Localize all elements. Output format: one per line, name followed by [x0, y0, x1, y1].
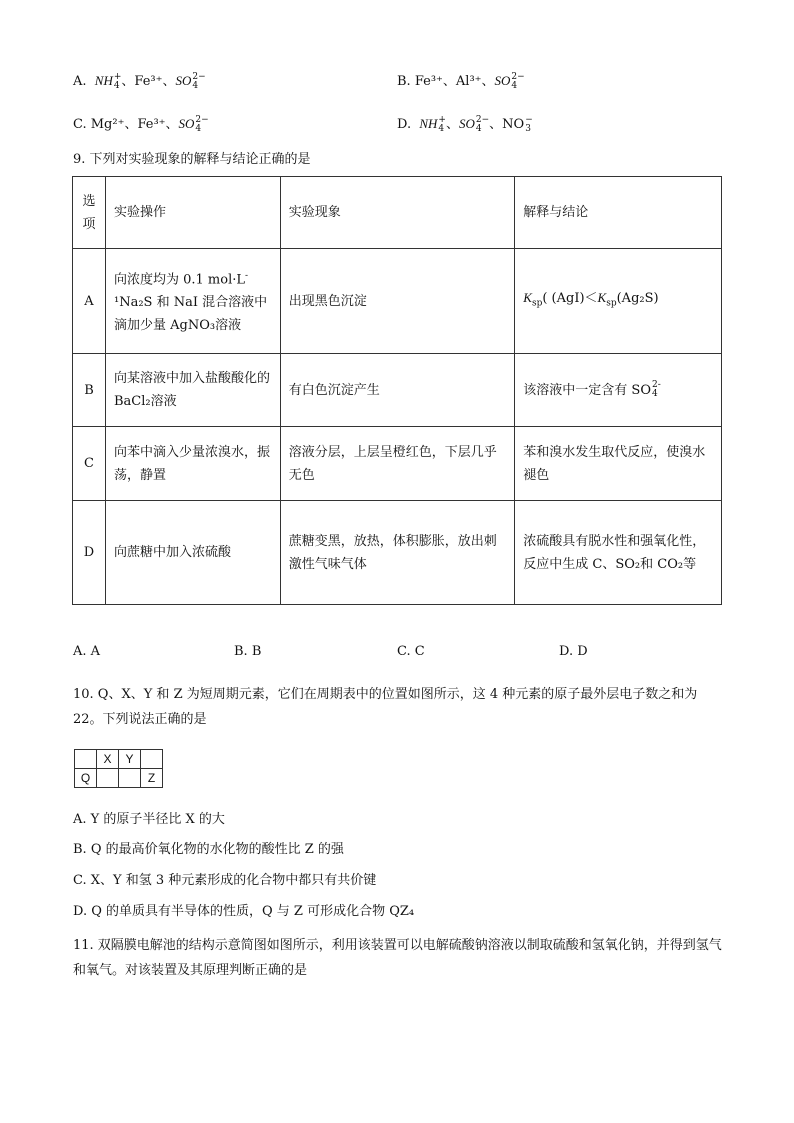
ion-charge: 2− — [192, 71, 206, 82]
q9-answer-b: B. B — [234, 644, 262, 659]
ion-charge: + — [438, 114, 446, 125]
ion-base: SO — [178, 116, 195, 131]
q10-stem: 10. Q、X、Y 和 Z 为短周期元素，它们在周期表中的位置如图所示，这 4 种元素的原子最外层电子数之和为 22。下列说法正确的是 — [73, 687, 698, 727]
q10-option-c: C. X、Y 和氢 3 种元素形成的化合物中都只有共价键 — [73, 873, 377, 888]
header-option: 选项 — [73, 177, 106, 249]
ion-charge: + — [113, 71, 122, 82]
row-option: B — [73, 354, 106, 427]
superscript: - — [245, 270, 249, 281]
table-row — [73, 427, 722, 501]
header-conclusion: 解释与结论 — [515, 177, 722, 249]
ion-scripts — [438, 116, 446, 134]
row-operation: 向苯中滴入少量浓溴水，振荡，静置 — [105, 427, 280, 501]
option-label: C. Mg²⁺、Fe³⁺、 — [73, 117, 179, 132]
row-operation: 向某溶液中加入盐酸酸化的 BaCl₂溶液 — [105, 354, 280, 427]
q8-option-b — [397, 71, 525, 92]
ion-base: NO — [502, 117, 525, 132]
ion-base: NH — [419, 116, 438, 131]
ion-base: SO — [458, 116, 475, 131]
operation-text: 向浓度均为 0.1 mol·L — [113, 272, 246, 288]
operation-text: ¹Na₂S 和 NaI 混合溶液中滴加少量 AgNO₃溶液 — [113, 295, 268, 334]
row-operation — [105, 249, 280, 354]
q11-stem: 11. 双隔膜电解池的结构示意简图如图所示，利用该装置可以电解硫酸钠溶液以制取硫酸和氢氧化钠，并得到氢气和氧气。对该装置及其原理判断正确的是 — [73, 938, 722, 978]
q9-answer-d: D. D — [559, 644, 588, 659]
row-conclusion — [515, 249, 722, 354]
ion-charge: 2− — [475, 114, 490, 125]
q9-answer-c: C. C — [397, 644, 425, 659]
option-label: D. — [397, 117, 412, 132]
q10-option-d: D. Q 的单质具有半导体的性质，Q 与 Z 可形成化合物 QZ₄ — [73, 904, 415, 919]
k-symbol: K — [523, 290, 532, 306]
ion-scripts — [511, 73, 524, 91]
conclusion-text: (Ag₂S) — [616, 291, 659, 307]
row-option: D — [73, 501, 106, 605]
row-conclusion: 苯和溴水发生取代反应，使溴水褪色 — [515, 427, 722, 501]
ion-base: SO — [494, 73, 511, 88]
ion-subscript: 4 — [651, 389, 658, 399]
ion-base: NH — [94, 73, 113, 88]
ion-scripts — [525, 116, 533, 134]
q10-option-b: B. Q 的最高价氧化物的水化物的酸性比 Z 的强 — [73, 842, 344, 857]
grid-row — [75, 750, 163, 769]
row-option: C — [73, 427, 106, 501]
grid-cell — [97, 769, 119, 788]
header-phenomenon: 实验现象 — [280, 177, 515, 249]
grid-cell — [119, 769, 141, 788]
ion-charge: 2− — [511, 71, 525, 82]
row-option: A — [73, 249, 106, 354]
subscript: sp — [606, 298, 617, 309]
row-phenomenon: 出现黑色沉淀 — [280, 249, 515, 354]
q9-stem: 9. 下列对实验现象的解释与结论正确的是 — [73, 152, 311, 167]
grid-cell: Y — [119, 750, 141, 769]
option-label: B. Fe³⁺、Al³⁺、 — [397, 74, 495, 89]
conclusion-text: ( (AgI)＜ — [542, 291, 598, 307]
ion-subscript: 3 — [525, 123, 531, 134]
table-row — [73, 249, 722, 354]
row-conclusion: 浓硫酸具有脱水性和强氧化性，反应中生成 C、SO₂和 CO₂等 — [515, 501, 722, 605]
grid-cell: Q — [75, 769, 97, 788]
ion-scripts — [652, 381, 661, 399]
grid-cell — [141, 750, 163, 769]
separator: 、 — [445, 117, 459, 132]
header-operation: 实验操作 — [105, 177, 280, 249]
row-phenomenon: 有白色沉淀产生 — [280, 354, 515, 427]
ion-scripts — [476, 116, 489, 134]
q9-answer-a: A. A — [73, 644, 101, 659]
q8-option-a — [73, 71, 206, 92]
ion-scripts — [195, 116, 208, 134]
table-row — [73, 501, 722, 605]
separator: 、 — [489, 117, 503, 132]
ion-charge: 2- — [651, 380, 661, 390]
periodic-table-fragment — [74, 749, 163, 788]
ion-subscript: 4 — [511, 80, 518, 91]
ion-subscript: 4 — [113, 80, 120, 91]
grid-cell — [75, 750, 97, 769]
q8-option-c — [73, 114, 209, 135]
ion-subscript: 4 — [475, 123, 482, 134]
row-conclusion — [515, 354, 722, 427]
grid-cell: Z — [141, 769, 163, 788]
row-operation: 向蔗糖中加入浓硫酸 — [105, 501, 280, 605]
grid-cell: X — [97, 750, 119, 769]
ion-subscript: 4 — [195, 123, 202, 134]
ion-base: SO — [175, 73, 192, 88]
table-header-row — [73, 177, 722, 249]
q8-option-d — [397, 114, 533, 135]
row-phenomenon: 蔗糖变黑，放热，体积膨胀，放出刺激性气味气体 — [280, 501, 515, 605]
ion-scripts — [192, 73, 205, 91]
ion-charge: 2− — [195, 114, 209, 125]
k-symbol: K — [597, 290, 607, 306]
q10-option-a: A. Y 的原子半径比 X 的大 — [73, 812, 225, 827]
ion-subscript: 4 — [192, 80, 199, 91]
option-label: A. — [73, 74, 87, 89]
row-phenomenon: 溶液分层，上层呈橙红色，下层几乎无色 — [280, 427, 515, 501]
ion-subscript: 4 — [438, 123, 445, 134]
table-row — [73, 354, 722, 427]
subscript: sp — [531, 298, 543, 309]
separator: 、Fe³⁺、 — [121, 74, 176, 89]
grid-row — [75, 769, 163, 788]
ion-charge: − — [525, 114, 533, 125]
conclusion-text: 该溶液中一定含有 SO — [523, 382, 651, 398]
q9-table — [72, 176, 722, 605]
